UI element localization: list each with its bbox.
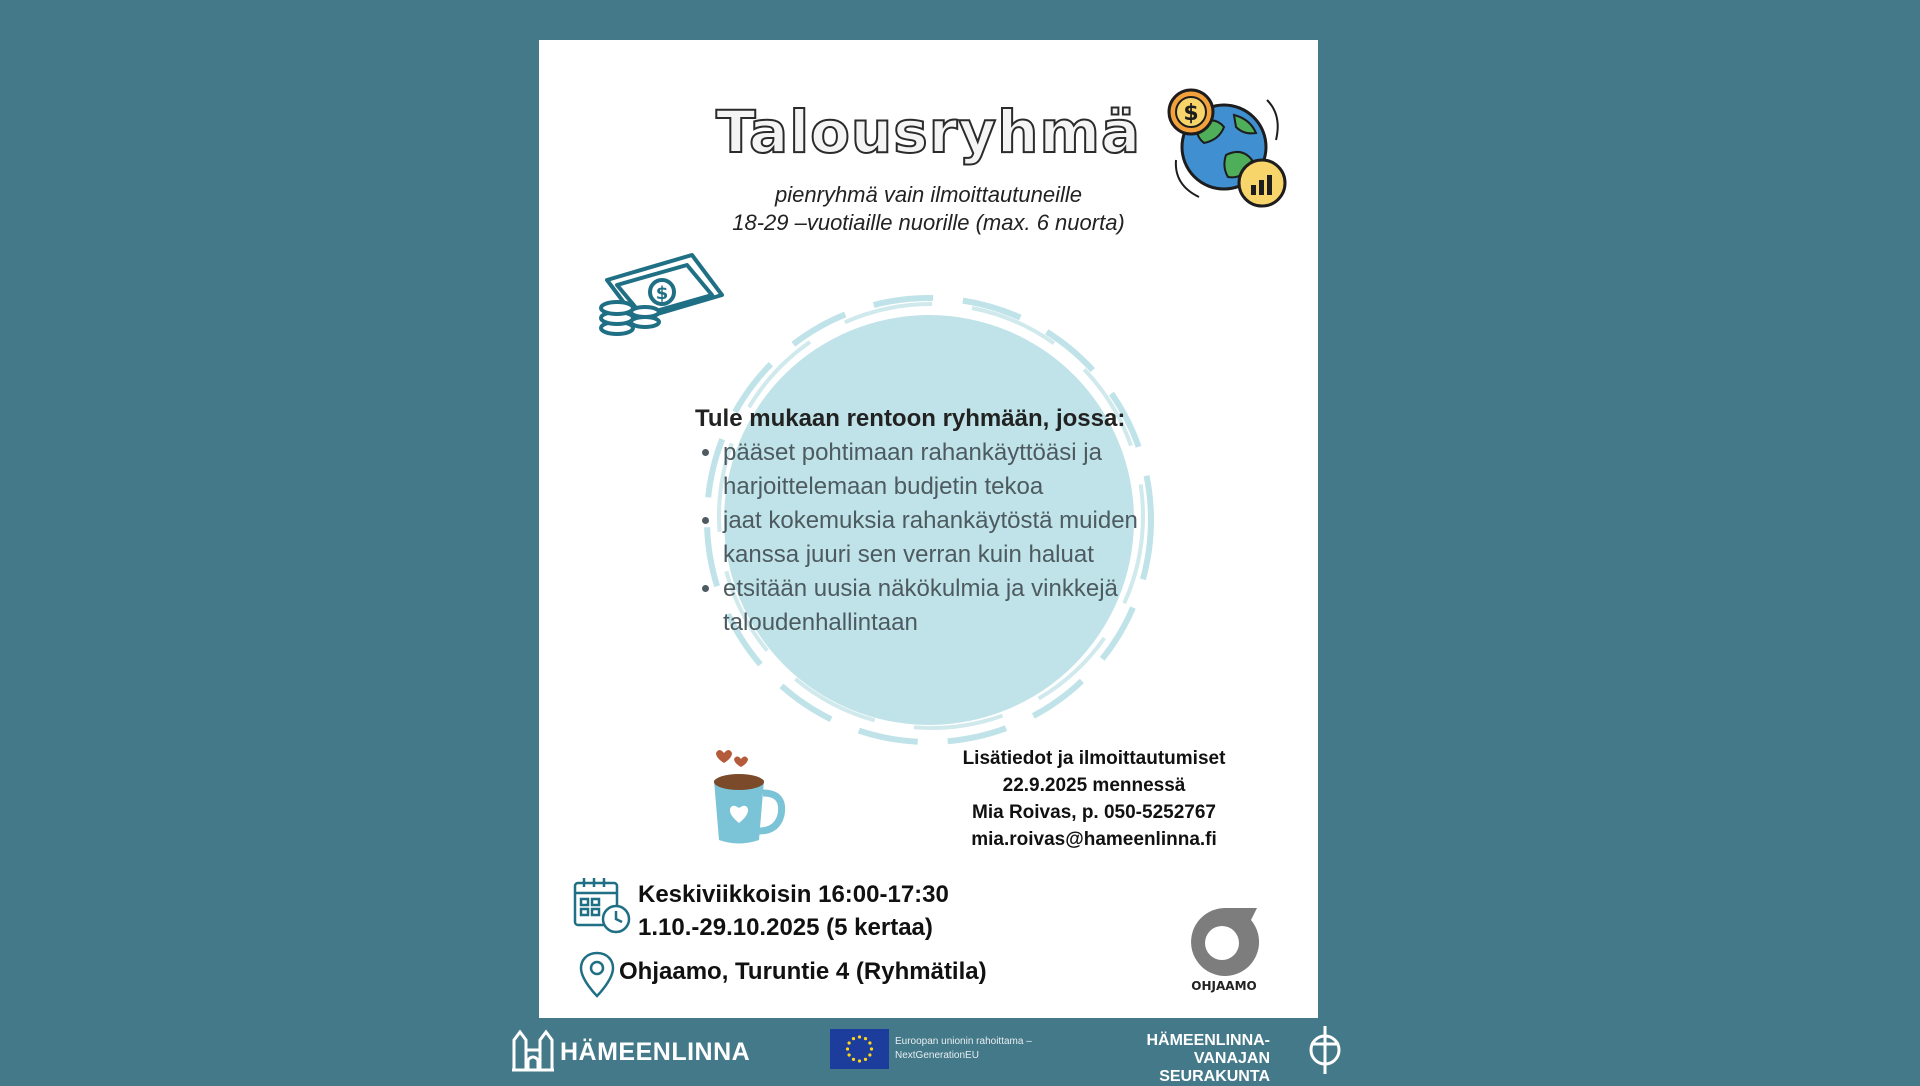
info-line: Mia Roivas, p. 050-5252767 bbox=[972, 802, 1216, 823]
benefits-block bbox=[695, 402, 1175, 640]
eu-line1: Euroopan unionin rahoittama – bbox=[895, 1036, 1032, 1047]
parish-logo-text bbox=[1090, 1032, 1270, 1086]
benefits-list bbox=[695, 436, 1175, 640]
eu-flag-icon bbox=[830, 1029, 889, 1069]
calendar-clock-icon bbox=[572, 875, 632, 935]
list-item: • jaat kokemuksia rahankäytöstä muiden kanssa juuri sen verran kuin haluat bbox=[723, 504, 1175, 572]
poster bbox=[539, 40, 1318, 1018]
eu-funding-text bbox=[895, 1035, 1032, 1063]
parish-line2: SEURAKUNTA bbox=[1159, 1068, 1270, 1085]
location-pin-icon bbox=[577, 950, 617, 1000]
subtitle-line2: 18-29 –vuotiaille nuorille (max. 6 nuorta) bbox=[732, 210, 1125, 235]
benefits-lead: Tule mukaan rentoon ryhmään, jossa: bbox=[695, 405, 1126, 432]
coffee-cup-icon bbox=[699, 745, 799, 855]
schedule bbox=[638, 878, 949, 944]
hameenlinna-castle-icon bbox=[510, 1022, 556, 1072]
contact-email[interactable]: mia.roivas@hameenlinna.fi bbox=[971, 829, 1217, 850]
contact-info bbox=[934, 745, 1254, 853]
info-line: 22.9.2025 mennessä bbox=[1002, 775, 1186, 796]
info-line: Lisätiedot ja ilmoittautumiset bbox=[962, 748, 1226, 769]
svg-text:$: $ bbox=[1183, 101, 1199, 126]
schedule-day: Keskiviikkoisin 16:00-17:30 bbox=[638, 881, 949, 908]
parish-line1: HÄMEENLINNA-VANAJAN bbox=[1146, 1032, 1270, 1067]
location-text: Ohjaamo, Turuntie 4 (Ryhmätila) bbox=[619, 958, 987, 985]
ohjaamo-logo bbox=[1179, 898, 1269, 1008]
svg-text:$: $ bbox=[655, 283, 669, 304]
globe-money-icon bbox=[1164, 85, 1289, 210]
parish-cross-icon bbox=[1307, 1024, 1343, 1076]
svg-text:OHJAAMO: OHJAAMO bbox=[1191, 979, 1257, 993]
eu-line2: NextGenerationEU bbox=[895, 1050, 979, 1061]
list-item: • etsitään uusia näkökulmia ja vinkkejä taloudenhallintaan bbox=[723, 572, 1175, 640]
list-item: • pääset pohtimaan rahankäyttöäsi ja harjoittelemaan budjetin tekoa bbox=[723, 436, 1175, 504]
subtitle-line1: pienryhmä vain ilmoittautuneille bbox=[775, 182, 1082, 207]
hameenlinna-logo-text: HÄMEENLINNA bbox=[560, 1038, 751, 1066]
schedule-dates: 1.10.-29.10.2025 (5 kertaa) bbox=[638, 914, 933, 941]
poster-title: Talousryhmä bbox=[715, 98, 1142, 166]
